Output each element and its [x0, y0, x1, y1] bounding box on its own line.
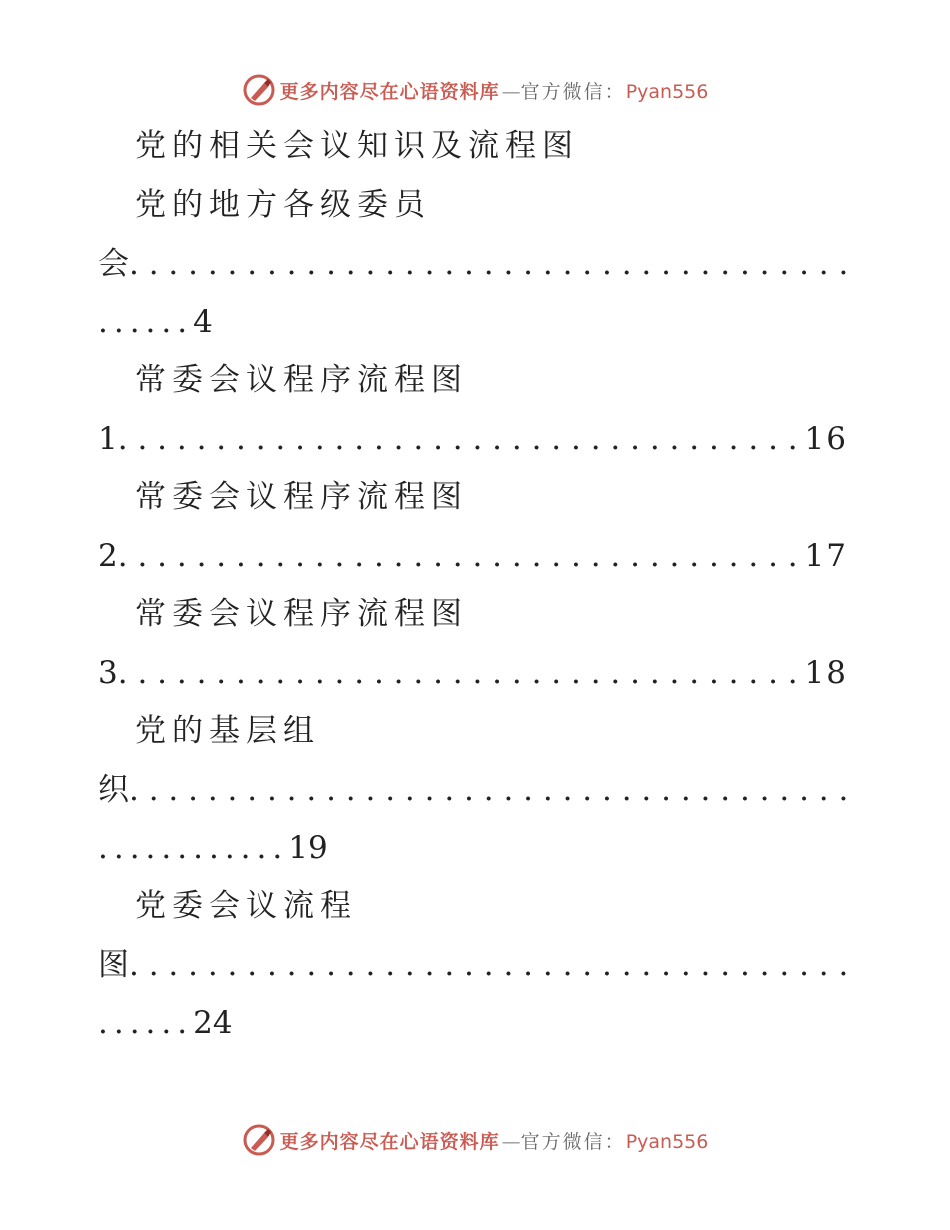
toc-item-leader: 1 . . . 16 [98, 419, 848, 459]
footer-banner [0, 1120, 950, 1160]
banner-text: 更多内容尽在心语资料库 — 官方微信：Pyan556 [279, 1130, 709, 1153]
toc-item-title: 党的地方各级委员 [135, 187, 431, 223]
pen-logo-icon [242, 73, 276, 107]
toc-item-page-line: ......4 [98, 304, 213, 340]
banner-text: 更多内容尽在心语资料库 — 官方微信：Pyan556 [279, 80, 709, 103]
toc-item-title: 党的基层组 [135, 713, 320, 749]
header-banner [0, 70, 950, 110]
toc-item-page-line: ......24 [98, 1005, 233, 1041]
toc-item-leader: 3 . . . 18 [98, 653, 848, 693]
toc-item-title: 常委会议程序流程图 [135, 362, 468, 398]
pen-logo-icon [242, 1123, 276, 1157]
toc-item-title: 常委会议程序流程图 [135, 479, 468, 515]
toc-item-leader: 图 . . . [98, 945, 848, 985]
toc-item-leader: 织 . . . [98, 770, 848, 810]
toc-item-leader: 2 . . . 17 [98, 536, 848, 576]
toc-item-title: 常委会议程序流程图 [135, 596, 468, 632]
toc-heading: 党的相关会议知识及流程图 [135, 128, 579, 164]
toc-item-title: 党委会议流程 [135, 888, 357, 924]
toc-item-leader: 会 . . . [98, 244, 848, 284]
toc-item-page-line: ............19 [98, 830, 328, 866]
